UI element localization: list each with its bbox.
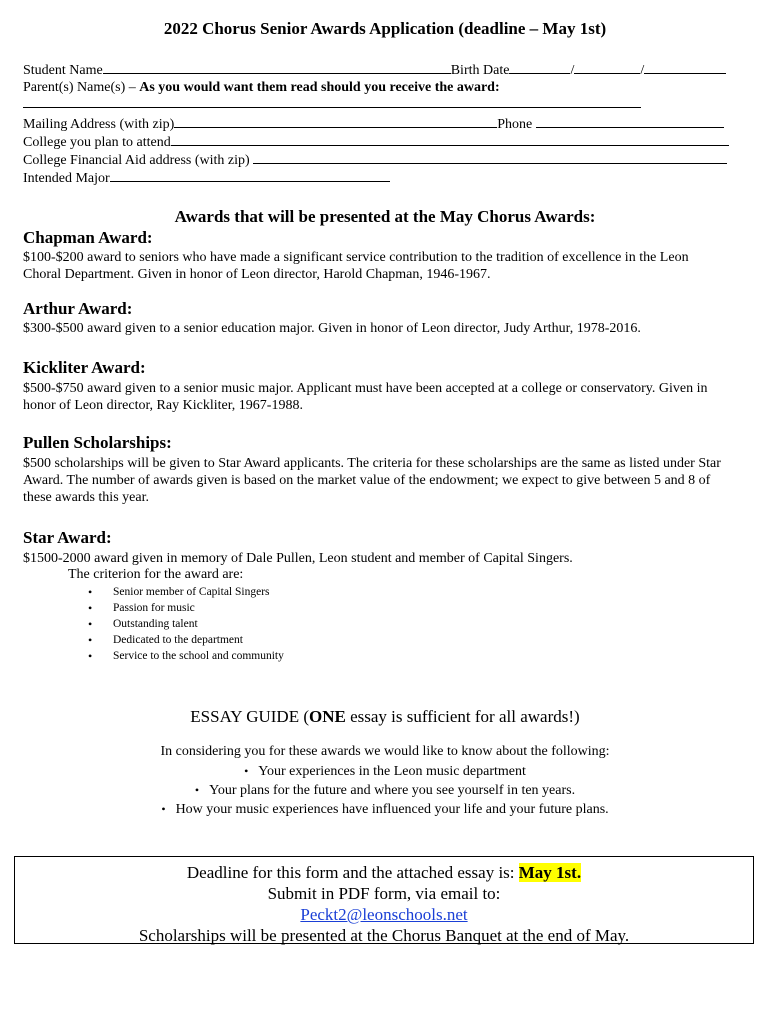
student-name-line [23, 61, 726, 79]
birth-day-field[interactable] [574, 61, 640, 74]
bullet-icon: • [244, 764, 249, 778]
student-name-label: Student Name [23, 63, 103, 78]
pullen-scholarships-description: $500 scholarships will be given to Star Award applicants. The criteria for these scholarships are the same as listed under Star Award. The number of awards given is based on the market value of the endowment; we expect to give between 5 and 8 of these awards this year. [23, 456, 721, 505]
birth-date-label: Birth Date [450, 63, 510, 78]
criteria-list [88, 584, 284, 664]
address-line [23, 115, 724, 133]
list-item [0, 762, 770, 781]
parent-name-label: Parent(s) Name(s) – [23, 80, 140, 95]
pullen-scholarships-title: Pullen Scholarships: [23, 433, 172, 452]
list-item [0, 800, 770, 819]
essay-topics [0, 762, 770, 819]
financial-aid-label: College Financial Aid address (with zip) [23, 153, 254, 168]
essay-title-emphasis: ONE [309, 707, 346, 726]
address-field[interactable] [174, 115, 497, 128]
list-item: • Senior member of Capital Singers [88, 584, 284, 600]
date-separator: / [570, 63, 575, 78]
awards-heading: Awards that will be presented at the May Chorus Awards: [174, 207, 596, 226]
deadline-line [15, 862, 753, 883]
banquet-note: Scholarships will be presented at the Chorus Banquet at the end of May. [138, 926, 630, 945]
phone-label: Phone [497, 117, 536, 132]
college-field[interactable] [171, 133, 729, 146]
essay-intro: In considering you for these awards we would like to know about the following: [160, 744, 610, 759]
essay-guide-title [0, 707, 770, 727]
essay-title-suffix: essay is sufficient for all awards!) [345, 707, 580, 726]
major-line [23, 169, 390, 187]
student-name-field[interactable] [103, 61, 451, 74]
criteria-intro: The criterion for the award are: [68, 567, 244, 582]
deadline-box [14, 856, 754, 944]
address-label: Mailing Address (with zip) [23, 117, 175, 132]
deadline-text: Deadline for this form and the attached essay is: [186, 863, 519, 882]
essay-topic-text: Your experiences in the Leon music department [258, 764, 526, 779]
birth-month-field[interactable] [509, 61, 570, 74]
major-label: Intended Major [23, 171, 110, 186]
kickliter-award-description: $500-$750 award given to a senior music major. Applicant must have been accepted at a college or conservatory. Given in honor of Leon director, Ray Kickliter, 1967-1988. [23, 381, 708, 413]
arthur-award-description: $300-$500 award given to a senior education major. Given in honor of Leon director, Judy Arthur, 1978-2016. [23, 321, 641, 336]
star-award-description: $1500-2000 award given in memory of Dale Pullen, Leon student and member of Capital Singers. [23, 551, 573, 566]
arthur-award-title: Arthur Award: [23, 299, 133, 318]
kickliter-award-title: Kickliter Award: [23, 358, 146, 377]
date-separator: / [640, 63, 645, 78]
list-item: • Outstanding talent [88, 616, 284, 632]
major-field[interactable] [110, 169, 390, 182]
college-label: College you plan to attend [23, 135, 171, 150]
financial-aid-line [23, 151, 727, 169]
parent-name-field[interactable] [23, 95, 641, 108]
chapman-award-title: Chapman Award: [23, 228, 153, 247]
essay-title-prefix: ESSAY GUIDE ( [190, 707, 309, 726]
list-item: • Service to the school and community [88, 648, 284, 664]
financial-aid-field[interactable] [253, 151, 727, 164]
parent-name-line [23, 79, 500, 96]
deadline-date-highlight: May 1st. [518, 863, 582, 882]
essay-topic-text: How your music experiences have influenced your life and your future plans. [175, 802, 609, 817]
bullet-icon: • [194, 783, 200, 797]
bullet-icon: • [161, 802, 166, 816]
email-link[interactable]: Peckt2@leonschools.net [300, 905, 468, 924]
parent-name-note: As you would want them read should you receive the award: [139, 80, 500, 95]
phone-field[interactable] [536, 115, 724, 128]
birth-year-field[interactable] [644, 61, 726, 74]
star-award-title: Star Award: [23, 528, 112, 547]
college-line [23, 133, 729, 151]
list-item: • Passion for music [88, 600, 284, 616]
chapman-award-description: $100-$200 award to seniors who have made a significant service contribution to the tradition of excellence in the Leon Choral Department. Given in honor of Leon director, Harold Chapman, 1946-1967. [23, 250, 689, 282]
list-item: • Dedicated to the department [88, 632, 284, 648]
list-item [0, 781, 770, 800]
essay-topic-text: Your plans for the future and where you see yourself in ten years. [209, 783, 576, 798]
page-title: 2022 Chorus Senior Awards Application (deadline – May 1st) [163, 19, 607, 38]
submit-instructions: Submit in PDF form, via email to: [267, 884, 501, 903]
